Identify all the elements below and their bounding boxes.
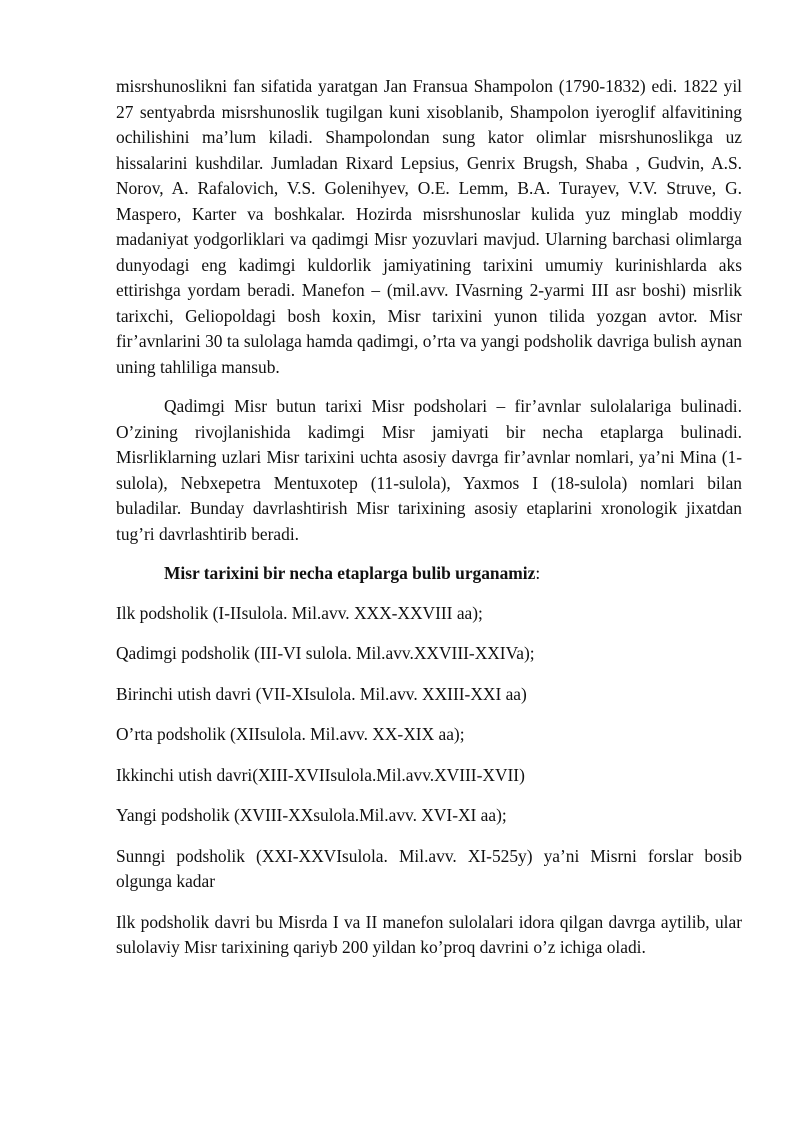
period-item: O’rta podsholik (XIIsulola. Mil.avv. XX-XIX aa); bbox=[116, 724, 465, 744]
section-heading-text: Misr tarixini bir necha etaplarga bulib urganamiz bbox=[164, 563, 536, 583]
periods-list bbox=[116, 601, 742, 895]
period-item: Birinchi utish davri (VII-XIsulola. Mil.avv. XXIII-XXI aa) bbox=[116, 683, 527, 704]
document-page bbox=[116, 74, 742, 975]
period-item: Yangi podsholik (XVIII-XXsulola.Mil.avv. XVI-XI aa); bbox=[116, 805, 507, 825]
intro-paragraph: misrshunoslikni fan sifatida yaratgan Jan Fransua Shampolon (1790-1832) edi. 1822 yil 27 sentyabrda misrshunoslik tugilgan kuni xisoblanib, Shampolon iyeroglif alfavitining ochilishini ma’lum kiladi. Shampolondan sung kator olimlar misrshunoslikga uz hissalarini kushdilar. Jumladan Rixard Lepsius, Genrix Brugsh, Shaba , Gudvin, A.S. Norov, A. Rafalovich, V.S. Golenihyev, O.E. Lemm, B.A. Turayev, V.V. Struve, G. Maspero, Karter va boshkalar. Hozirda misrshunoslar kulida yuz minglab moddiy madaniyat yodgorliklari va qadimgi Misr yozuvlari mavjud. Ularning barchasi olimlarga dunyodagi eng kadimgi kuldorlik jamiyatining tarixini umumiy kurinishlarda aks ettirishga yordam beradi. Manefon – (mil.avv. IVasrning 2-yarmi III asr boshi) misrlik tarixchi, Geliopoldagi bosh koxin, Misr tarixini yunon tilida yozgan avtor. Misr fir’avnlarini 30 ta sulolaga hamda qadimgi, o’rta va yangi podsholik davriga bulish aynan uning tahliliga mansub. bbox=[116, 76, 742, 377]
period-item: Ilk podsholik (I-IIsulola. Mil.avv. XXX-XXVIII aa); bbox=[116, 602, 483, 623]
period-item: Qadimgi podsholik (III-VI sulola. Mil.avv.XXVIII-XXIVa); bbox=[116, 643, 535, 663]
section-heading-colon: : bbox=[535, 563, 541, 583]
periodization-paragraph: Qadimgi Misr butun tarixi Misr podsholari – fir’avnlar sulolalariga bulinadi. O’zining rivojlanishida kadimgi Misr jamiyati bir necha etaplarga bulinadi. Misrliklarning uzlari Misr tarixini uchta asosiy davrga fir’avnlar nomlari, ya’ni Mina (1-sulola), Nebxepetra Mentuxotep (11-sulola), Yaxmos I (18-sulola) nomlari bilan buladilar. Bunday davrlashtirish Misr tarixining asosiy etaplarini xronologik jixatdan tug’ri davrlashtirib beradi. bbox=[116, 396, 742, 544]
period-item: Ikkinchi utish davri(XIII-XVIIsulola.Mil.avv.XVIII-XVII) bbox=[116, 764, 525, 785]
section-heading bbox=[116, 561, 742, 587]
early-kingdom-paragraph: Ilk podsholik davri bu Misrda I va II manefon sulolalari idora qilgan davrga aytilib, ular sulolaviy Misr tarixining qariyb 200 yildan ko’proq davrini o’z ichiga oladi. bbox=[116, 911, 742, 957]
period-item: Sunngi podsholik (XXI-XXVIsulola. Mil.avv. XI-525y) ya’ni Misrni forslar bosib olgunga kadar bbox=[116, 845, 742, 891]
